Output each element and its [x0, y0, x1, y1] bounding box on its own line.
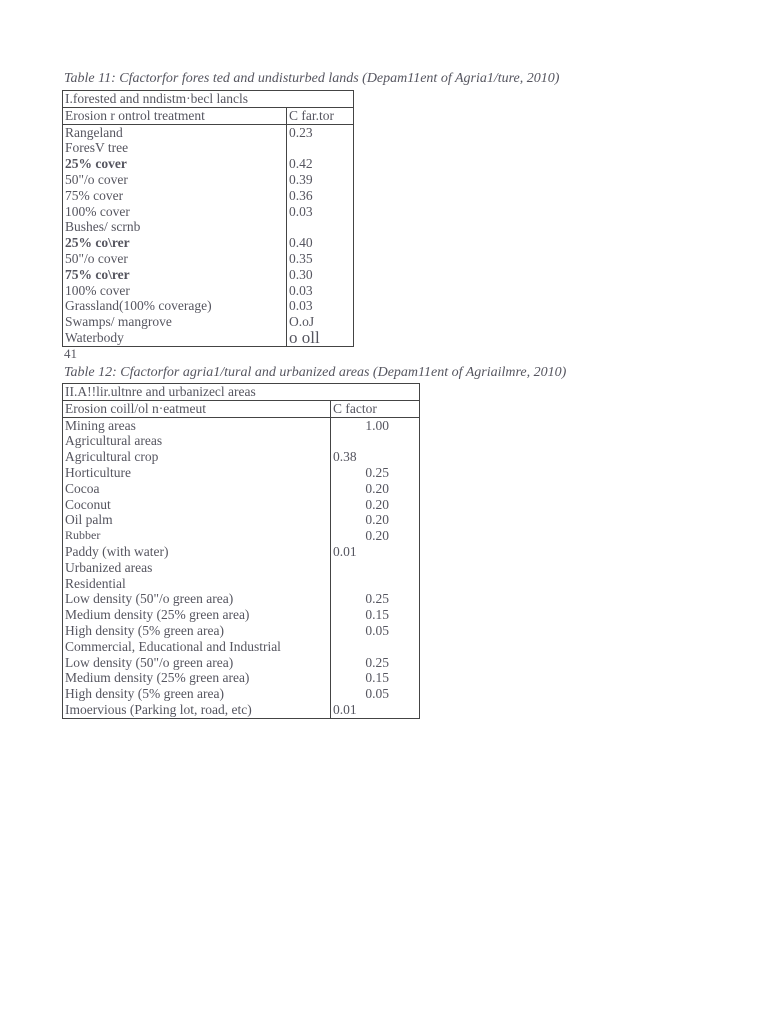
row-label: Commercial, Educational and Industrial	[65, 638, 281, 654]
row-label: Agricultural areas	[65, 433, 163, 449]
row-value	[331, 576, 420, 592]
row-value: 0.25	[331, 655, 420, 671]
row-value: 0.05	[331, 623, 420, 639]
row-label: Medium density (25% green area)	[65, 607, 250, 623]
row-label: Low density (50"/o green area)	[65, 654, 234, 670]
row-label: Rangeland	[65, 124, 123, 140]
table-row	[63, 497, 420, 513]
row-value: 0.25	[331, 465, 420, 481]
row-value: O.oJ	[287, 314, 354, 330]
row-value: 0.15	[331, 607, 420, 623]
row-value: 1.00	[331, 417, 420, 433]
table-row	[63, 465, 420, 481]
table-row	[63, 267, 354, 283]
table-row	[63, 528, 420, 544]
row-label: Mining areas	[65, 417, 136, 433]
row-label: 75% co\rer	[65, 266, 130, 282]
row-value	[331, 639, 420, 655]
row-value	[287, 219, 354, 235]
row-value: 0.03	[287, 298, 354, 314]
table-row	[63, 655, 420, 671]
row-value: 0.01	[331, 544, 420, 560]
table-row	[63, 639, 420, 655]
row-value: 0.20	[331, 497, 420, 513]
row-label: Cocoa	[65, 480, 100, 496]
table-row	[63, 417, 420, 433]
table-12	[62, 383, 420, 719]
row-value: 0.20	[331, 512, 420, 528]
row-value: 0.01	[331, 702, 420, 718]
table-header-row	[63, 400, 420, 417]
row-label: Coconut	[65, 496, 111, 512]
row-value: 0.03	[287, 204, 354, 220]
row-value: 0.20	[331, 481, 420, 497]
row-label: Urbanized areas	[65, 559, 153, 575]
table-row	[63, 298, 354, 314]
table-row	[63, 576, 420, 592]
row-value	[331, 560, 420, 576]
table-row	[63, 560, 420, 576]
table-row	[63, 623, 420, 639]
table-row	[63, 686, 420, 702]
row-label: Swamps/ mangrove	[65, 314, 172, 330]
column-header-treatment: Erosion coill/ol n·eatmeut	[63, 400, 331, 417]
row-label: Horticulture	[65, 464, 131, 480]
column-header-c-factor: C far.tor	[287, 107, 354, 124]
row-value: 0.03	[287, 283, 354, 299]
table-row	[63, 172, 354, 188]
table-row	[63, 607, 420, 623]
row-value: 0.40	[287, 235, 354, 251]
row-value: 0.15	[331, 670, 420, 686]
row-value: 0.38	[331, 449, 420, 465]
row-label: 100% cover	[65, 282, 130, 298]
row-label: Waterbody	[65, 329, 124, 345]
row-label: Imoervious (Parking lot, road, etc)	[65, 701, 252, 717]
table-row	[63, 512, 420, 528]
table-row	[63, 235, 354, 251]
row-value: 0.20	[331, 528, 420, 544]
table-row	[63, 702, 420, 718]
row-value: 0.23	[287, 124, 354, 140]
row-label: Agricultural crop	[65, 449, 159, 465]
table-row	[63, 591, 420, 607]
table-11-title: I.forested and nndistm·becl lancls	[63, 91, 354, 108]
column-header-c-factor: C factor	[331, 400, 420, 417]
row-value: 0.05	[331, 686, 420, 702]
row-value: o oll	[287, 330, 354, 346]
table-11-caption: Table 11: Cfactorfor fores ted and undisturbed lands (Depam11ent of Agria1/ture, 2010)	[64, 71, 560, 86]
row-value: 0.39	[287, 172, 354, 188]
table-row	[63, 204, 354, 220]
table-row	[63, 330, 354, 346]
row-label: Bushes/ scrnb	[65, 219, 141, 235]
row-label: Oil palm	[65, 512, 113, 528]
row-label: Low density (50"/o green area)	[65, 591, 234, 607]
table-row	[63, 156, 354, 172]
page-number: 41	[64, 346, 77, 361]
row-label: Grassland(100% coverage)	[65, 298, 212, 314]
row-label: Paddy (with water)	[65, 543, 169, 559]
row-label: 25% cover	[65, 156, 127, 172]
table-row	[63, 188, 354, 204]
table-11	[62, 90, 354, 347]
row-label: 25% co\rer	[65, 235, 130, 251]
table-row	[63, 670, 420, 686]
row-value: 0.35	[287, 251, 354, 267]
row-value	[331, 433, 420, 449]
table-row	[63, 544, 420, 560]
row-value: 0.36	[287, 188, 354, 204]
row-label: 50"/o cover	[65, 171, 128, 187]
table-row	[63, 283, 354, 299]
table-row	[63, 449, 420, 465]
row-label: High density (5% green area)	[65, 686, 224, 702]
row-value: 0.25	[331, 591, 420, 607]
table-title-row	[63, 384, 420, 401]
row-value: 0.42	[287, 156, 354, 172]
table-12-caption: Table 12: Cfactorfor agria1/tural and urbanized areas (Depam11ent of Agriailmre, 2010)	[64, 365, 567, 380]
row-label: 50"/o cover	[65, 250, 128, 266]
row-label: 75% cover	[65, 187, 124, 203]
table-row	[63, 219, 354, 235]
table-12-title: II.A!!lir.ultnre and urbanizecl areas	[63, 384, 420, 401]
table-row	[63, 433, 420, 449]
row-label: 100% cover	[65, 203, 130, 219]
table-row	[63, 124, 354, 140]
row-value	[287, 140, 354, 156]
table-row	[63, 140, 354, 156]
row-value: 0.30	[287, 267, 354, 283]
column-header-treatment: Erosion r ontrol treatment	[63, 107, 287, 124]
row-label: ForesV tree	[65, 140, 129, 156]
table-header-row	[63, 107, 354, 124]
table-row	[63, 251, 354, 267]
table-title-row	[63, 91, 354, 108]
row-label: High density (5% green area)	[65, 622, 224, 638]
row-label: Residential	[65, 575, 126, 591]
row-label: Rubber	[65, 528, 101, 543]
row-label: Medium density (25% green area)	[65, 670, 250, 686]
table-row	[63, 481, 420, 497]
